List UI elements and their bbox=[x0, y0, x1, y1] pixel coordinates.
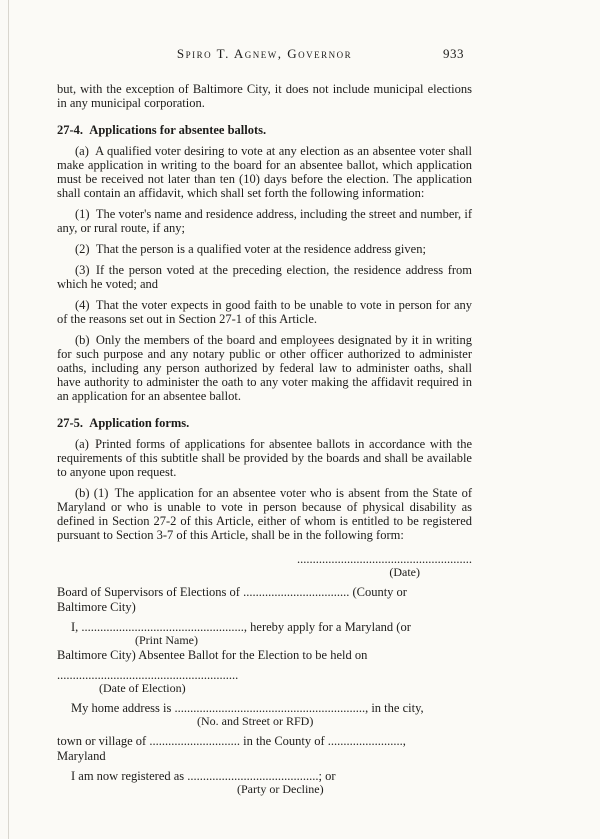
town-county-line: town or village of ............................. in the County of ........................, bbox=[57, 734, 406, 748]
paragraph-27-5-b1: (b) (1) The application for an absentee voter who is absent from the State of Maryland or who is unable to vote in person because of physical disability as defined in Section 27-2 of this Article, either of whom is entitled to be registered pursuant to Section 3-7 of this Article, shall be in the following form: bbox=[57, 486, 472, 542]
election-date-caption: (Date of Election) bbox=[99, 681, 186, 695]
home-address-line: My home address is ............................................................., in the city, bbox=[71, 701, 424, 715]
paragraph-continuation: but, with the exception of Baltimore City, it does not include municipal elections in any municipal corporation. bbox=[57, 82, 472, 110]
list-item-2: (2) That the person is a qualified voter at the residence address given; bbox=[75, 242, 426, 256]
board-of-supervisors-line: Board of Supervisors of Elections of .................................. (County or bbox=[57, 585, 407, 599]
section-heading-27-4: 27-4. Applications for absentee ballots. bbox=[57, 123, 267, 137]
running-title: Spiro T. Agnew, Governor bbox=[176, 46, 353, 61]
date-caption: (Date) bbox=[389, 565, 420, 579]
list-item-3: (3) If the person voted at the preceding election, the residence address from which he voted; and bbox=[57, 263, 472, 291]
paragraph-27-4-a: (a) A qualified voter desiring to vote at any election as an absentee voter shall make application in writing to the board for an absentee ballot, which application must be received not later than ten (10) days before the election. The application shall contain an affidavit, which shall set forth the following information: bbox=[57, 144, 472, 200]
application-form bbox=[57, 552, 472, 796]
registered-party-line: I am now registered as ..........................................; or bbox=[71, 769, 336, 783]
list-item-4: (4) That the voter expects in good faith to be unable to vote in person for any of the reasons set out in Section 27-1 of this Article. bbox=[57, 298, 472, 326]
paragraph-27-4-b: (b) Only the members of the board and employees designated by it in writing for such purpose and any notary public or other officer authorized to administer oaths, including any person authorized by federal law to administer oaths, shall have authority to administer the oath to any voter making the affidavit required in an application for an absentee ballot. bbox=[57, 333, 472, 403]
list-item-1: (1) The voter's name and residence address, including the street and number, if any, or rural route, if any; bbox=[57, 207, 472, 235]
date-field: ........................................................ bbox=[297, 552, 472, 566]
maryland-line: Maryland bbox=[57, 749, 106, 763]
section-heading-27-5: 27-5. Application forms. bbox=[57, 416, 190, 430]
page-number: 933 bbox=[443, 46, 464, 61]
running-header bbox=[57, 46, 472, 62]
applicant-name-line: I, ...................................................., hereby apply for a Maryland (or bbox=[71, 620, 411, 634]
print-name-caption: (Print Name) bbox=[135, 633, 198, 647]
board-of-supervisors-line-2: Baltimore City) bbox=[57, 600, 136, 614]
street-rfd-caption: (No. and Street or RFD) bbox=[197, 714, 314, 728]
document-page bbox=[57, 46, 472, 796]
party-decline-caption: (Party or Decline) bbox=[237, 782, 324, 796]
election-date-field: .......................................................... bbox=[57, 668, 239, 682]
ballot-request-line: Baltimore City) Absentee Ballot for the Election to be held on bbox=[57, 648, 368, 662]
scan-artifact-rule bbox=[8, 0, 9, 839]
paragraph-27-5-a: (a) Printed forms of applications for absentee ballots in accordance with the requirements of this subtitle shall be provided by the boards and shall be available to anyone upon request. bbox=[57, 437, 472, 479]
